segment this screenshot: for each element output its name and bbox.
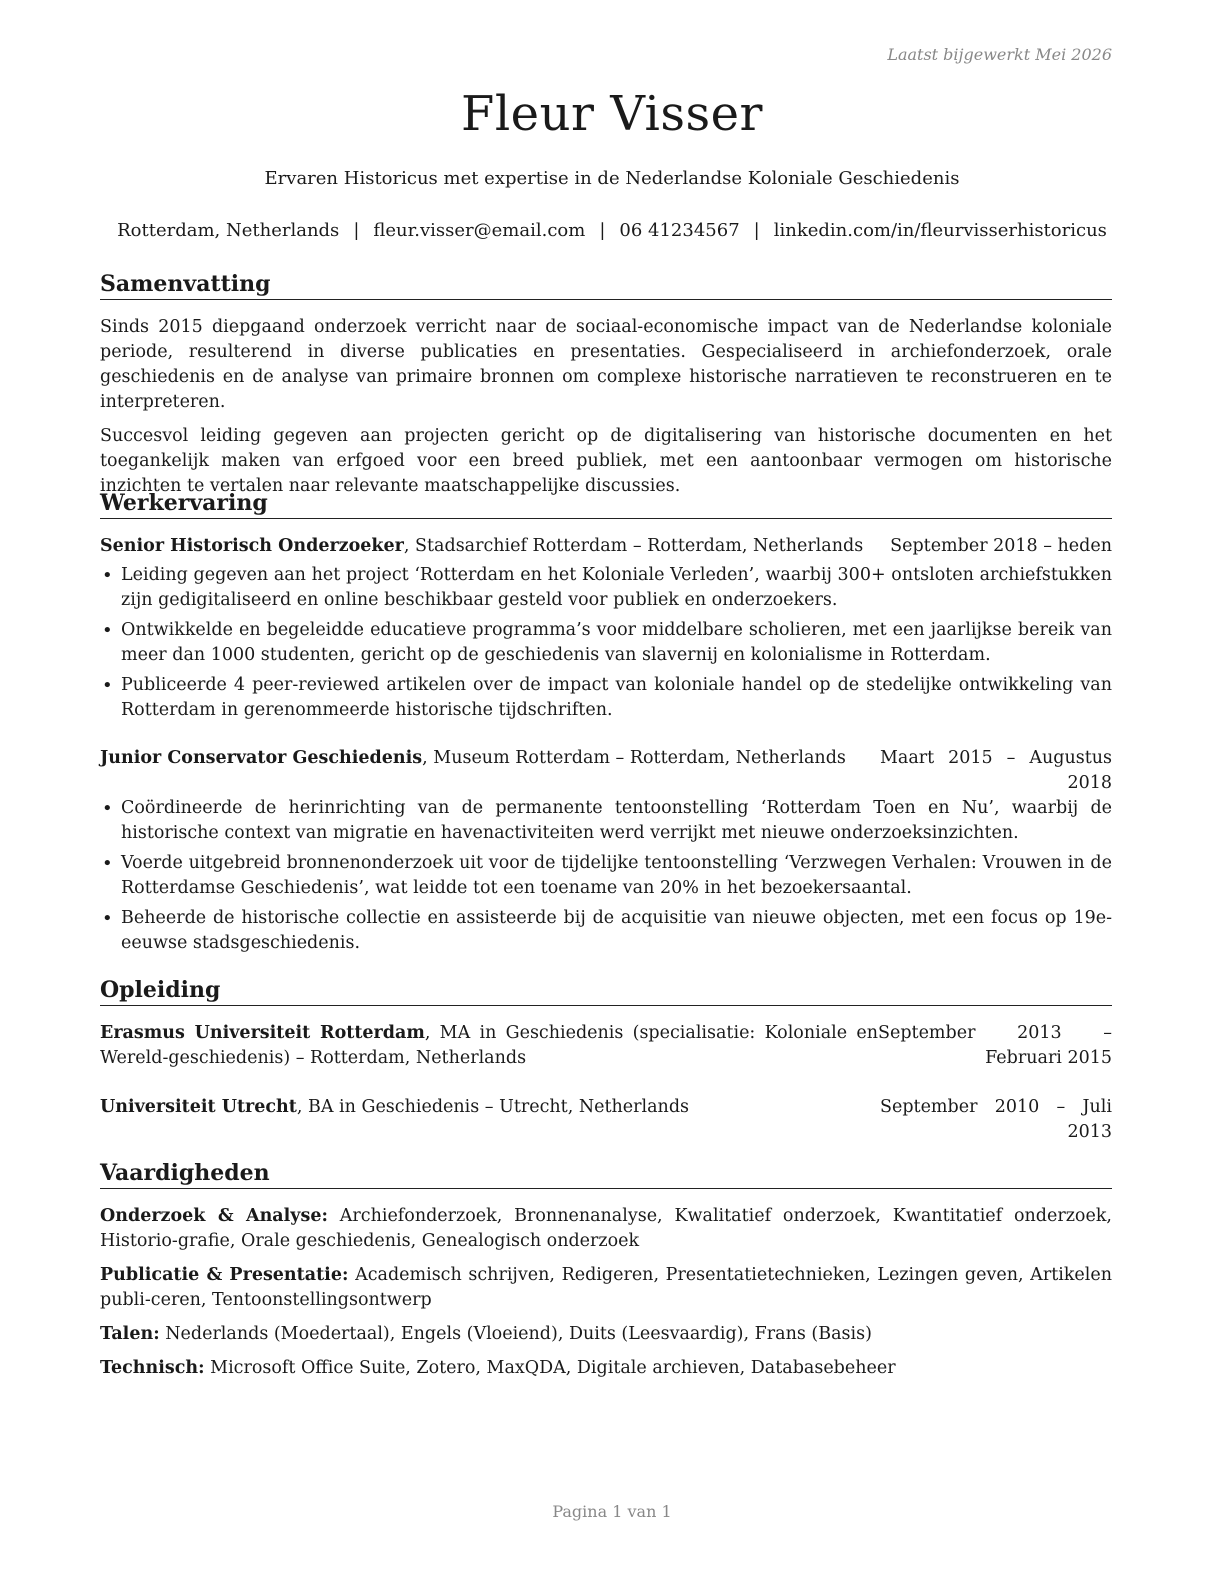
skill-label: Technisch: <box>100 1358 205 1378</box>
education-entry <box>100 1021 1112 1071</box>
skill-row <box>100 1204 1112 1254</box>
candidate-name: Fleur Visser <box>461 86 763 142</box>
skill-value: Microsoft Office Suite, Zotero, MaxQDA, Digitale archieven, Databasebeheer <box>204 1358 896 1378</box>
job-bullets <box>100 796 1112 956</box>
education-dates: September 2010 – Juli 2013 <box>880 1097 1112 1142</box>
skill-label: Publicatie & Presentatie: <box>100 1265 349 1285</box>
job-header <box>100 534 1112 559</box>
job-bullet: • Voerde uitgebreid bronnenonderzoek uit voor de tijdelijke tentoonstelling ‘Verzwegen Verhalen: Vrouwen in de Rotterdamse Geschiedenis’, wat leidde tot een toename van 20% in het bezoekersaantal. <box>100 851 1112 901</box>
contact-line <box>0 220 1224 241</box>
contact-separator: | <box>353 220 360 241</box>
skill-row <box>100 1263 1112 1313</box>
skill-label: Onderzoek & Analyse: <box>100 1206 328 1226</box>
summary-paragraph: Succesvol leiding gegeven aan projecten gericht op de digitalisering van historische documenten en het toegankelijk maken van erfgoed voor een breed publiek, met een aantoonbaar vermogen om historische inzichten te vertalen naar relevante maatschappelijke discussies. <box>100 426 1112 496</box>
job-dates: September 2018 – heden <box>890 536 1112 556</box>
section-title-experience: Werkervaring <box>100 489 1112 519</box>
summary-section <box>100 270 1112 499</box>
job-dates: Maart 2015 – Augustus 2018 <box>880 748 1112 793</box>
job-bullet: • Publiceerde 4 peer-reviewed artikelen over de impact van koloniale handel op de stedelijke ontwikkeling van Rotterdam in gerenommeerde historische tijdschriften. <box>100 673 1112 723</box>
skill-row <box>100 1322 1112 1347</box>
skill-label: Talen: <box>100 1324 160 1344</box>
section-title-summary: Samenvatting <box>100 270 1112 300</box>
page-footer: Pagina 1 van 1 <box>552 1502 672 1521</box>
education-entry <box>100 1095 1112 1142</box>
contact-linkedin[interactable]: linkedin.com/in/fleurvisserhistoricus <box>773 220 1107 241</box>
job-bullet: • Coördineerde de herinrichting van de permanente tentoonstelling ‘Rotterdam Toen en Nu’, waarbij de historische context van migratie en havenactiviteiten werd verrijkt met nieuwe onderzoeksinzichten. <box>100 796 1112 846</box>
education-detail: , BA in Geschiedenis – Utrecht, Netherlands <box>296 1097 690 1117</box>
experience-section <box>100 489 1112 956</box>
education-dates: September 2013 – Februari 2015 <box>878 1023 1112 1068</box>
education-school: Erasmus Universiteit Rotterdam <box>100 1023 425 1043</box>
headline: Ervaren Historicus met expertise in de Nederlandse Koloniale Geschiedenis <box>264 168 960 189</box>
job-bullet: • Beheerde de historische collectie en assisteerde bij de acquisitie van nieuwe objecten, met een focus op 19e-eeuwse stadsgeschiedenis. <box>100 906 1112 956</box>
job-organization: , Museum Rotterdam – Rotterdam, Netherlands <box>422 748 846 768</box>
contact-phone[interactable]: 06 41234567 <box>619 220 740 241</box>
skills-section <box>100 1159 1112 1390</box>
job-bullet: • Leiding gegeven aan het project ‘Rotterdam en het Koloniale Verleden’, waarbij 300+ ontsloten archiefstukken zijn gedigitaliseerd en online beschikbaar gesteld voor publiek en onderzoekers. <box>100 563 1112 613</box>
section-title-education: Opleiding <box>100 976 1112 1006</box>
job-organization: , Stadsarchief Rotterdam – Rotterdam, Netherlands <box>403 536 864 556</box>
contact-location: Rotterdam, Netherlands <box>117 220 340 241</box>
job-bullets <box>100 563 1112 723</box>
job-header <box>100 746 1112 793</box>
job-role: Senior Historisch Onderzoeker <box>100 536 404 556</box>
contact-separator: | <box>599 220 606 241</box>
education-school: Universiteit Utrecht <box>100 1097 297 1117</box>
last-updated: Laatst bijgewerkt Mei 2026 <box>887 45 1112 64</box>
summary-paragraph: Sinds 2015 diepgaand onderzoek verricht naar de sociaal-economische impact van de Nederlandse koloniale periode, resulterend in diverse publicaties en presentaties. Gespecialiseerd in archiefonderzoek, orale geschiedenis en de analyse van primaire bronnen om complexe historische narratieven te reconstrueren en te interpreteren. <box>100 317 1112 412</box>
skill-value: Archiefonderzoek, Bronnenanalyse, Kwalitatief onderzoek, Kwantitatief onderzoek, Historio-grafie, Orale geschiedenis, Genealogisch onderzoek <box>100 1206 1112 1251</box>
job-bullet: • Ontwikkelde en begeleidde educatieve programma’s voor middelbare scholieren, met een jaarlijkse bereik van meer dan 1000 studenten, gericht op de geschiedenis van slavernij en kolonialisme in Rotterdam. <box>100 618 1112 668</box>
education-section <box>100 976 1112 1142</box>
job-role: Junior Conservator Geschiedenis <box>100 748 423 768</box>
skill-value: Nederlands (Moedertaal), Engels (Vloeiend), Duits (Leesvaardig), Frans (Basis) <box>159 1324 872 1344</box>
section-title-skills: Vaardigheden <box>100 1159 1112 1189</box>
contact-separator: | <box>753 220 760 241</box>
skill-value: Academisch schrijven, Redigeren, Presentatietechnieken, Lezingen geven, Artikelen publi-ceren, Tentoonstellingsontwerp <box>100 1265 1113 1310</box>
skill-row <box>100 1356 1112 1381</box>
education-detail: , MA in Geschiedenis (specialisatie: Koloniale en Wereld-geschiedenis) – Rotterdam, Netherlands <box>100 1023 878 1068</box>
contact-email[interactable]: fleur.visser@email.com <box>373 220 586 241</box>
